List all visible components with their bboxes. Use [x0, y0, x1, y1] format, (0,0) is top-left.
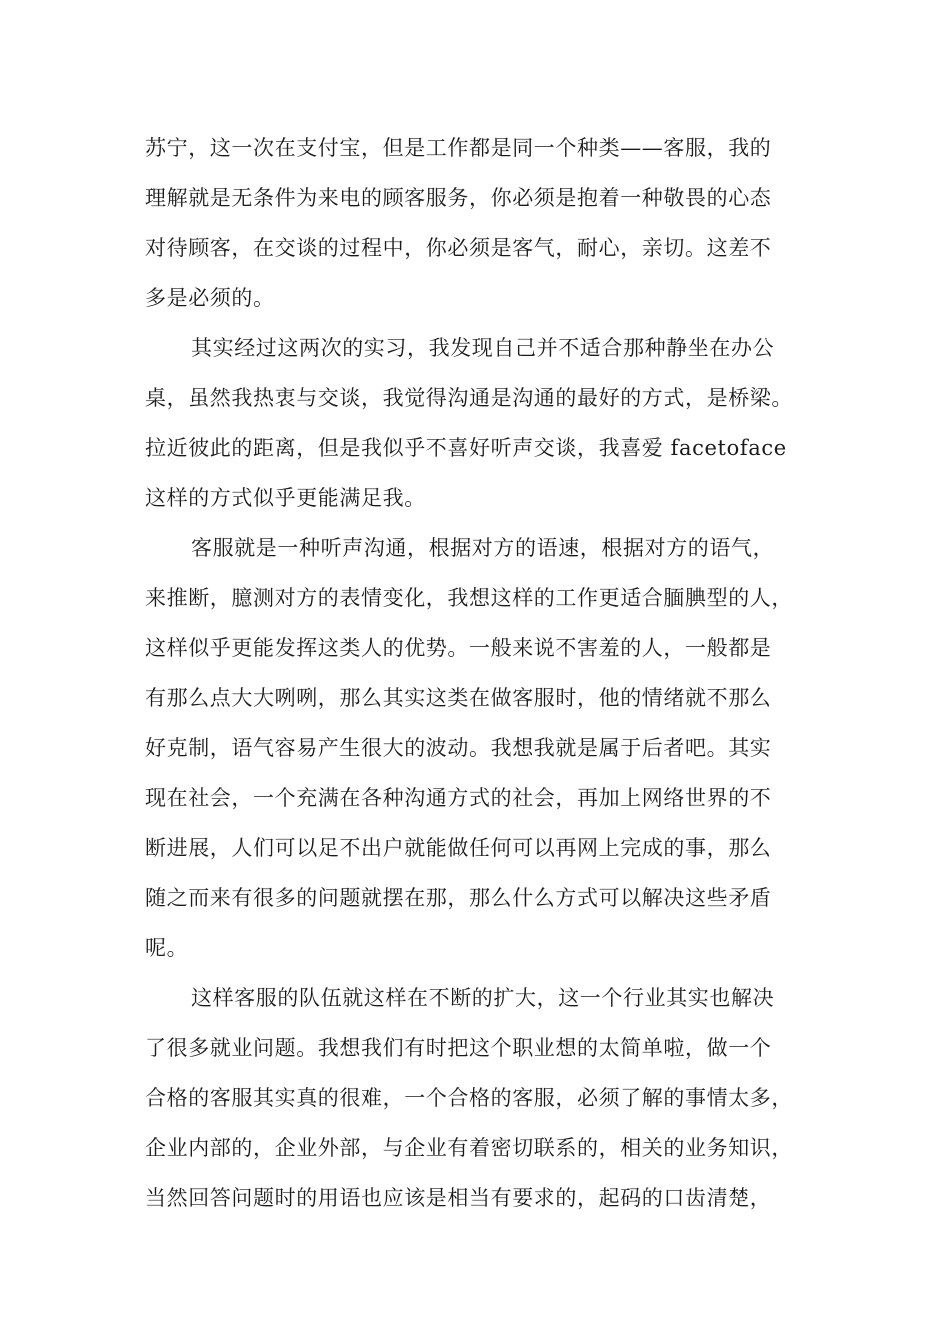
text-line: 对待顾客，在交谈的过程中，你必须是客气，耐心，亲切。这差不 — [145, 236, 772, 260]
text-line: 了很多就业问题。我想我们有时把这个职业想的太简单啦，做一个 — [145, 1036, 772, 1060]
text-line: 桌，虽然我热衷与交谈，我觉得沟通是沟通的最好的方式，是桥梁。 — [145, 386, 793, 410]
text-line: 多是必须的。 — [145, 286, 275, 310]
text-line: 其实经过这两次的实习，我发现自己并不适合那种静坐在办公 — [191, 336, 775, 360]
paragraph — [145, 973, 807, 1223]
text-line: 合格的客服其实真的很难，一个合格的客服，必须了解的事情太多， — [145, 1086, 793, 1110]
text-line: 现在社会，一个充满在各种沟通方式的社会，再加上网络世界的不 — [145, 786, 772, 810]
paragraph — [145, 323, 807, 523]
text-line: 苏宁，这一次在支付宝，但是工作都是同一个种类——客服，我的 — [145, 136, 772, 160]
text-line: 好克制，语气容易产生很大的波动。我想我就是属于后者吧。其实 — [145, 736, 772, 760]
text-line: 这样似乎更能发挥这类人的优势。一般来说不害羞的人，一般都是 — [145, 636, 772, 660]
text-line: 这样客服的队伍就这样在不断的扩大，这一个行业其实也解决 — [191, 986, 775, 1010]
text-line: 当然回答问题时的用语也应该是相当有要求的，起码的口齿清楚， — [145, 1186, 772, 1210]
text-line: 拉近彼此的距离，但是我似乎不喜好听声交谈，我喜爱 facetoface — [145, 436, 787, 460]
paragraph — [145, 523, 807, 973]
text-line: 呢。 — [145, 936, 189, 960]
document-body — [145, 123, 807, 1223]
text-line: 来推断，臆测对方的表情变化，我想这样的工作更适合腼腆型的人， — [145, 586, 793, 610]
text-line: 企业内部的，企业外部，与企业有着密切联系的，相关的业务知识， — [145, 1136, 793, 1160]
text-line: 有那么点大大咧咧，那么其实这类在做客服时，他的情绪就不那么 — [145, 686, 772, 710]
text-line: 客服就是一种听声沟通，根据对方的语速，根据对方的语气， — [191, 536, 775, 560]
text-line: 理解就是无条件为来电的顾客服务，你必须是抱着一种敬畏的心态 — [145, 186, 772, 210]
text-line: 随之而来有很多的问题就摆在那，那么什么方式可以解决这些矛盾 — [145, 886, 772, 910]
paragraph — [145, 123, 807, 323]
text-line: 断进展，人们可以足不出户就能做任何可以再网上完成的事，那么 — [145, 836, 772, 860]
text-line: 这样的方式似乎更能满足我。 — [145, 486, 426, 510]
